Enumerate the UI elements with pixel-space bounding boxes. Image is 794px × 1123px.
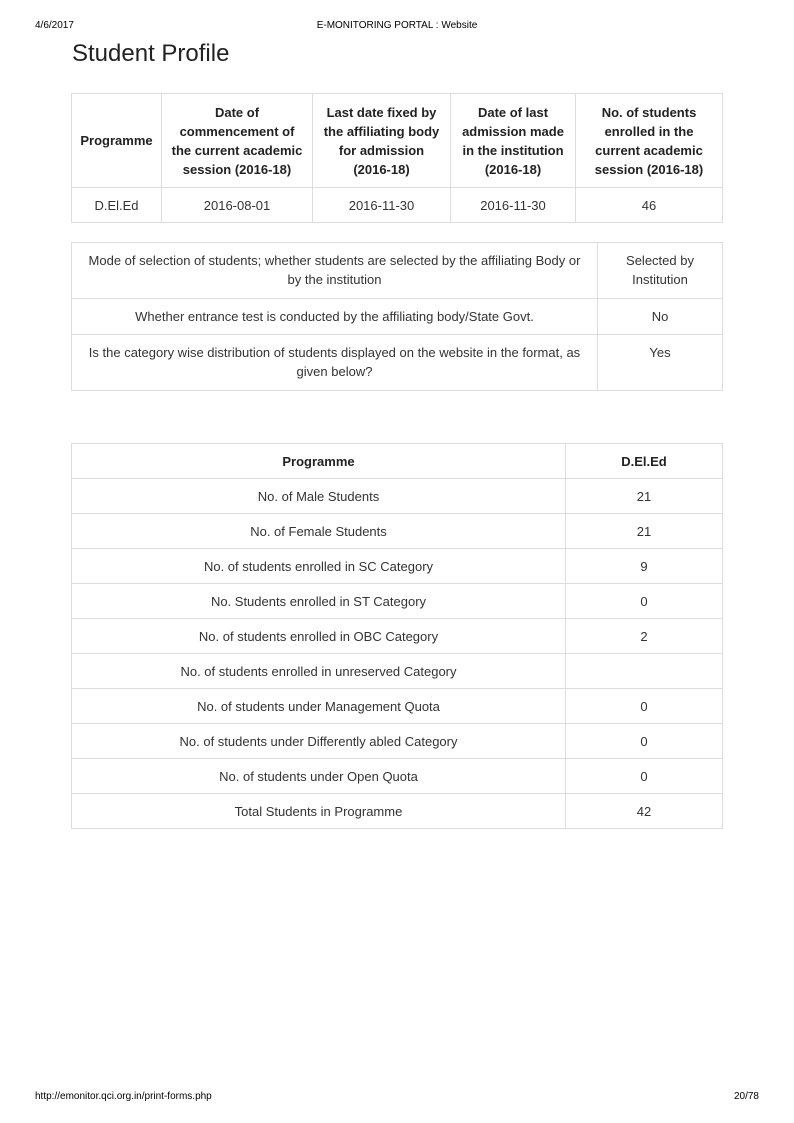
header-programme: Programme — [72, 94, 162, 188]
table-row — [72, 299, 723, 335]
print-date: 4/6/2017 — [35, 20, 74, 31]
cell-programme: D.El.Ed — [72, 188, 162, 223]
cell-last-admission-date: 2016-11-30 — [451, 188, 576, 223]
table-row — [72, 335, 723, 391]
header-last-date-fixed: Last date fixed by the affiliating body for admission (2016-18) — [313, 94, 451, 188]
selection-question: Mode of selection of students; whether students are selected by the affiliating Body or by the institution — [72, 243, 598, 299]
print-footer — [35, 1091, 759, 1105]
header-deled: D.El.Ed — [566, 444, 723, 479]
category-label: No. of Female Students — [72, 514, 566, 549]
category-value: 42 — [566, 794, 723, 829]
category-value: 9 — [566, 549, 723, 584]
selection-question: Whether entrance test is conducted by the affiliating body/State Govt. — [72, 299, 598, 335]
selection-question: Is the category wise distribution of students displayed on the website in the format, as given below? — [72, 335, 598, 391]
table-row — [72, 794, 723, 829]
table-row — [72, 479, 723, 514]
page-number: 20/78 — [733, 1091, 759, 1102]
category-value: 21 — [566, 514, 723, 549]
category-label: Total Students in Programme — [72, 794, 566, 829]
category-label: No. of students enrolled in SC Category — [72, 549, 566, 584]
category-label: No. of students enrolled in unreserved Category — [72, 654, 566, 689]
table-row — [72, 689, 723, 724]
category-label: No. of students under Differently abled Category — [72, 724, 566, 759]
category-value: 21 — [566, 479, 723, 514]
selection-answer: Selected by Institution — [598, 243, 723, 299]
category-value: 0 — [566, 724, 723, 759]
cell-last-date-fixed: 2016-11-30 — [313, 188, 451, 223]
category-value: 0 — [566, 689, 723, 724]
category-header-row — [72, 444, 723, 479]
table-row — [72, 549, 723, 584]
table-row — [72, 243, 723, 299]
table-row — [72, 759, 723, 794]
cell-students-enrolled: 46 — [576, 188, 723, 223]
category-label: No. of students under Open Quota — [72, 759, 566, 794]
category-label: No. of students under Management Quota — [72, 689, 566, 724]
admission-header-row — [72, 94, 723, 188]
print-title: E-MONITORING PORTAL : Website — [316, 20, 478, 31]
selection-answer: Yes — [598, 335, 723, 391]
table-row — [72, 584, 723, 619]
table-row — [72, 724, 723, 759]
page-title: Student Profile — [72, 40, 230, 67]
table-row — [72, 188, 723, 223]
header-commencement-date: Date of commencement of the current academic session (2016-18) — [162, 94, 313, 188]
header-students-enrolled: No. of students enrolled in the current academic session (2016-18) — [576, 94, 723, 188]
selection-answer: No — [598, 299, 723, 335]
category-label: No. of Male Students — [72, 479, 566, 514]
table-row — [72, 619, 723, 654]
category-value — [566, 654, 723, 689]
admission-table — [71, 93, 723, 223]
table-row — [72, 514, 723, 549]
print-header — [35, 20, 759, 34]
table-row — [72, 654, 723, 689]
selection-table — [71, 242, 723, 391]
category-label: No. of students enrolled in OBC Category — [72, 619, 566, 654]
category-table — [71, 443, 723, 829]
header-last-admission-date: Date of last admission made in the institution (2016-18) — [451, 94, 576, 188]
category-value: 2 — [566, 619, 723, 654]
category-value: 0 — [566, 759, 723, 794]
category-value: 0 — [566, 584, 723, 619]
cell-commencement-date: 2016-08-01 — [162, 188, 313, 223]
header-programme: Programme — [72, 444, 566, 479]
print-url: http://emonitor.qci.org.in/print-forms.php — [35, 1091, 212, 1102]
category-label: No. Students enrolled in ST Category — [72, 584, 566, 619]
